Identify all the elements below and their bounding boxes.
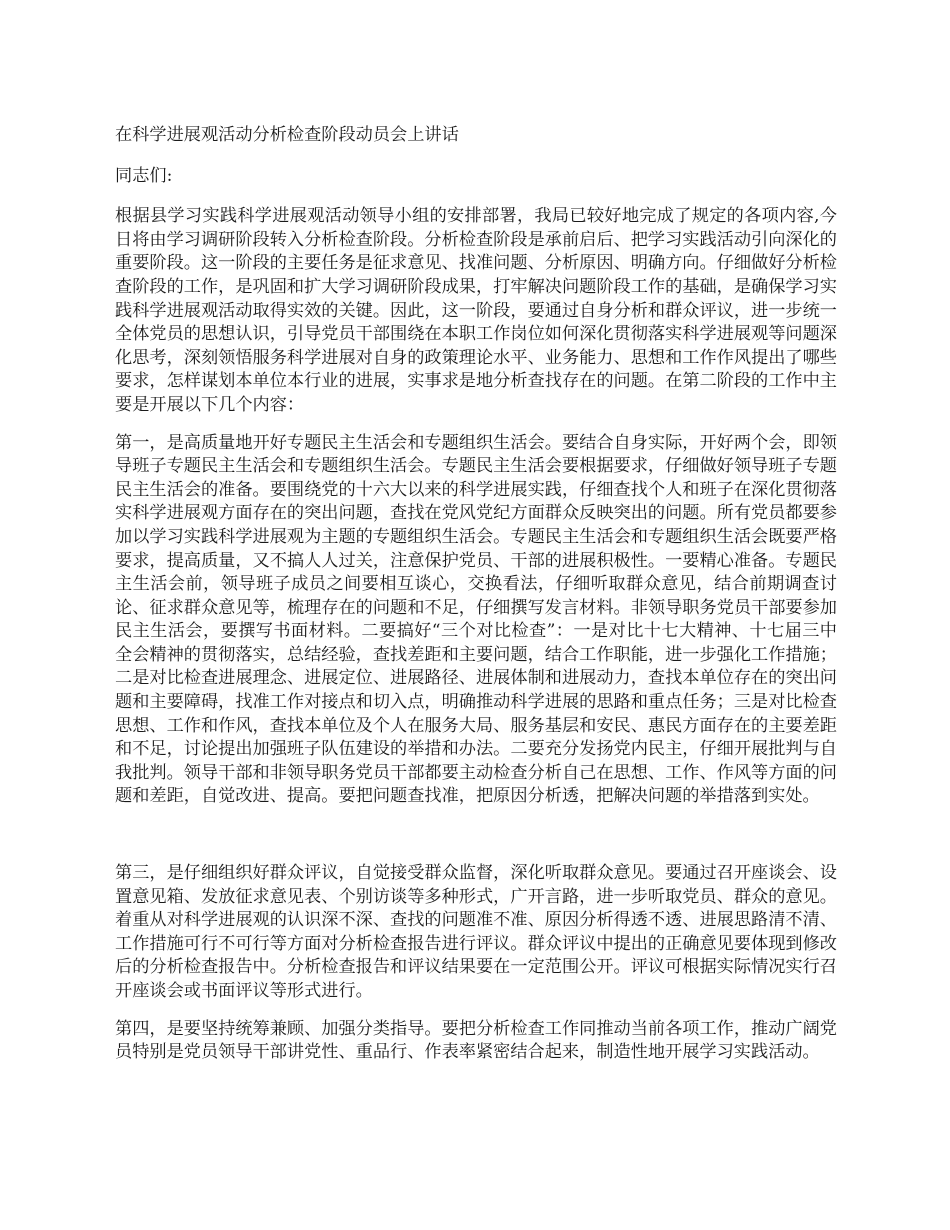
greeting: 同志们: [115, 165, 173, 186]
paragraph-third: 第三，是仔细组织好群众评议，自觉接受群众监督，深化听取群众意见。要通过召开座谈会、设置意见箱、发放征求意见表、个别访谈等多种形式，广开言路，进一步听取党员、群众的意见。着重从对科学进展观的认识深不深、查找的问题准不准、原因分析得透不透、进展思路清不清、工作措施可行不可行等方面对分析检查报告进行评议。群众评议中提出的正确意见要体现到修改后的分析检查报告中。分析检查报告和评议结果要在一定范围公开。评议可根据实际情况实行召开座谈会或书面评议等形式进行。 [115, 863, 837, 1001]
document-body [115, 124, 837, 1079]
paragraph-fourth: 第四，是要坚持统筹兼顾、加强分类指导。要把分析检查工作同推动当前各项工作，推动广阔党员特别是党员领导干部讲党性、重品行、作表率紧密结合起来，制造性地开展学习实践活动。 [115, 1018, 837, 1063]
paragraph-first: 第一，是高质量地开好专题民主生活会和专题组织生活会。要结合自身实际，开好两个会，即领导班子专题民主生活会和专题组织生活会。专题民主生活会要根据要求，仔细做好领导班子专题民主生活会的准备。要围绕党的十六大以来的科学进展实践，仔细查找个人和班子在深化贯彻落实科学进展观方面存在的突出问题，查找在党风党纪方面群众反映突出的问题。所有党员都要参加以学习实践科学进展观为主题的专题组织生活会。专题民主生活会和专题组织生活会既要严格要求，提高质量，又不搞人人过关，注意保护党员、干部的进展积极性。一要精心准备。专题民主生活会前，领导班子成员之间要相互谈心，交换看法，仔细听取群众意见，结合前期调查讨论、征求群众意见等，梳理存在的问题和不足，仔细撰写发言材料。非领导职务党员干部要参加民主生活会，要撰写书面材料。二要搞好“三个对比检查”：一是对比十七大精神、十七届三中全会精神的贯彻落实，总结经验，查找差距和主要问题，结合工作职能，进一步强化工作措施；二是对比检查进展理念、进展定位、进展路径、进展体制和进展动力，查找本单位存在的突出问题和主要障碍，找准工作对接点和切入点，明确推动科学进展的思路和重点任务；三是对比检查思想、工作和作风，查找本单位及个人在服务大局、服务基层和安民、惠民方面存在的主要差距和不足，讨论提出加强班子队伍建设的举措和办法。二要充分发扬党内民主，仔细开展批判与自我批判。领导干部和非领导职务党员干部都要主动检查分析自己在思想、工作、作风等方面的问题和差距，自觉改进、提高。要把问题查找准，把原因分析透，把解决问题的举措落到实处。 [115, 432, 837, 807]
document-title: 在科学进展观活动分析检查阶段动员会上讲话 [115, 125, 459, 145]
blank-gap [115, 823, 837, 862]
paragraph-intro: 根据县学习实践科学进展观活动领导小组的安排部署，我局已较好地完成了规定的各项内容,今日将由学习调研阶段转入分析检查阶段。分析检查阶段是承前启后、把学习实践活动引向深化的重要阶段。这一阶段的主要任务是征求意见、找准问题、分析原因、明确方向。仔细做好分析检查阶段的工作，是巩固和扩大学习调研阶段成果，打牢解决问题阶段工作的基础，是确保学习实践科学进展观活动取得实效的关键。因此，这一阶段，要通过自身分析和群众评议，进一步统一全体党员的思想认识，引导党员干部围绕在本职工作岗位如何深化贯彻落实科学进展观等问题深化思考，深刻领悟服务科学进展对自身的政策理论水平、业务能力、思想和工作作风提出了哪些要求，怎样谋划本单位本行业的进展，实事求是地分析查找存在的问题。在第二阶段的工作中主要是开展以下几个内容： [115, 206, 837, 415]
